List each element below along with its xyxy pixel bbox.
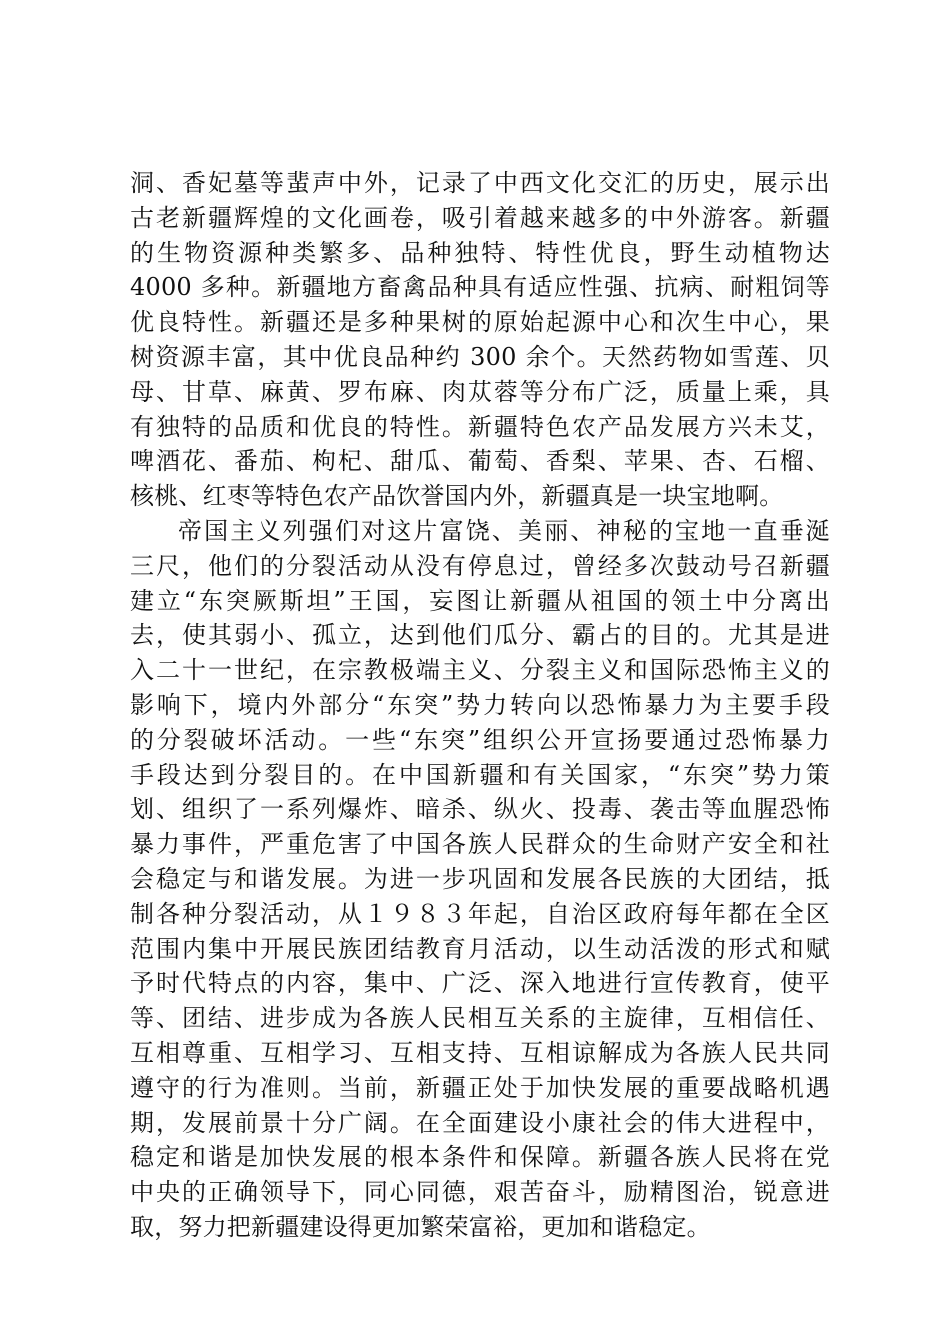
- text-line: 去，使其弱小、孤立，达到他们瓜分、霸占的目的。尤其是进: [130, 621, 830, 650]
- text-line: 的分裂破坏活动。一些“东突”组织公开宣扬要通过恐怖暴力: [130, 725, 830, 754]
- text-line: 建立“东突厥斯坦”王国，妄图让新疆从祖国的领土中分离出: [130, 586, 830, 615]
- text-line: 古老新疆辉煌的文化画卷，吸引着越来越多的中外游客。新疆: [130, 203, 830, 232]
- text-line: 母、甘草、麻黄、罗布麻、肉苁蓉等分布广泛，质量上乘，具: [130, 377, 830, 406]
- text-line: 手段达到分裂目的。在中国新疆和有关国家，“东突”势力策: [130, 760, 830, 789]
- text-line: 入二十一世纪，在宗教极端主义、分裂主义和国际恐怖主义的: [130, 656, 830, 685]
- body-text: [130, 166, 830, 1245]
- text-line: 暴力事件，严重危害了中国各族人民群众的生命财产安全和社: [130, 830, 830, 859]
- text-line: 树资源丰富，其中优良品种约 300 余个。天然药物如雪莲、贝: [130, 342, 830, 371]
- text-line: 中央的正确领导下，同心同德，艰苦奋斗，励精图治，锐意进: [130, 1178, 830, 1207]
- text-line: 划、组织了一系列爆炸、暗杀、纵火、投毒、袭击等血腥恐怖: [130, 795, 830, 824]
- text-line: 稳定和谐是加快发展的根本条件和保障。新疆各族人民将在党: [130, 1143, 830, 1172]
- text-line: 帝国主义列强们对这片富饶、美丽、神秘的宝地一直垂涎: [178, 516, 830, 545]
- text-line: 优良特性。新疆还是多种果树的原始起源中心和次生中心，果: [130, 308, 830, 337]
- text-line: 取，努力把新疆建设得更加繁荣富裕，更加和谐稳定。: [130, 1212, 711, 1241]
- text-line: 制各种分裂活动，从１９８３年起，自治区政府每年都在全区: [130, 899, 830, 928]
- text-line: 的生物资源种类繁多、品种独特、特性优良，野生动植物达: [130, 238, 830, 267]
- text-line: 范围内集中开展民族团结教育月活动，以生动活泼的形式和赋: [130, 934, 830, 963]
- text-line: 有独特的品质和优良的特性。新疆特色农产品发展方兴未艾，: [130, 412, 830, 441]
- text-line: 遵守的行为准则。当前，新疆正处于加快发展的重要战略机遇: [130, 1073, 830, 1102]
- text-line: 互相尊重、互相学习、互相支持、互相谅解成为各族人民共同: [130, 1038, 830, 1067]
- text-line: 核桃、红枣等特色农产品饮誉国内外，新疆真是一块宝地啊。: [130, 482, 784, 511]
- text-line: 予时代特点的内容，集中、广泛、深入地进行宣传教育，使平: [130, 969, 830, 998]
- text-line: 4000 多种。新疆地方畜禽品种具有适应性强、抗病、耐粗饲等: [130, 273, 830, 302]
- paragraph-2: [130, 514, 830, 1245]
- paragraph-1: [130, 166, 830, 514]
- text-line: 等、团结、进步成为各族人民相互关系的主旋律，互相信任、: [130, 1004, 830, 1033]
- text-line: 期，发展前景十分广阔。在全面建设小康社会的伟大进程中，: [130, 1108, 830, 1137]
- text-line: 会稳定与和谐发展。为进一步巩固和发展各民族的大团结，抵: [130, 864, 830, 893]
- text-line: 影响下，境内外部分“东突”势力转向以恐怖暴力为主要手段: [130, 690, 830, 719]
- text-line: 洞、香妃墓等蜚声中外，记录了中西文化交汇的历史，展示出: [130, 169, 830, 197]
- text-line: 啤酒花、番茄、枸杞、甜瓜、葡萄、香梨、苹果、杏、石榴、: [130, 447, 830, 476]
- text-line: 三尺，他们的分裂活动从没有停息过，曾经多次鼓动号召新疆: [130, 551, 830, 580]
